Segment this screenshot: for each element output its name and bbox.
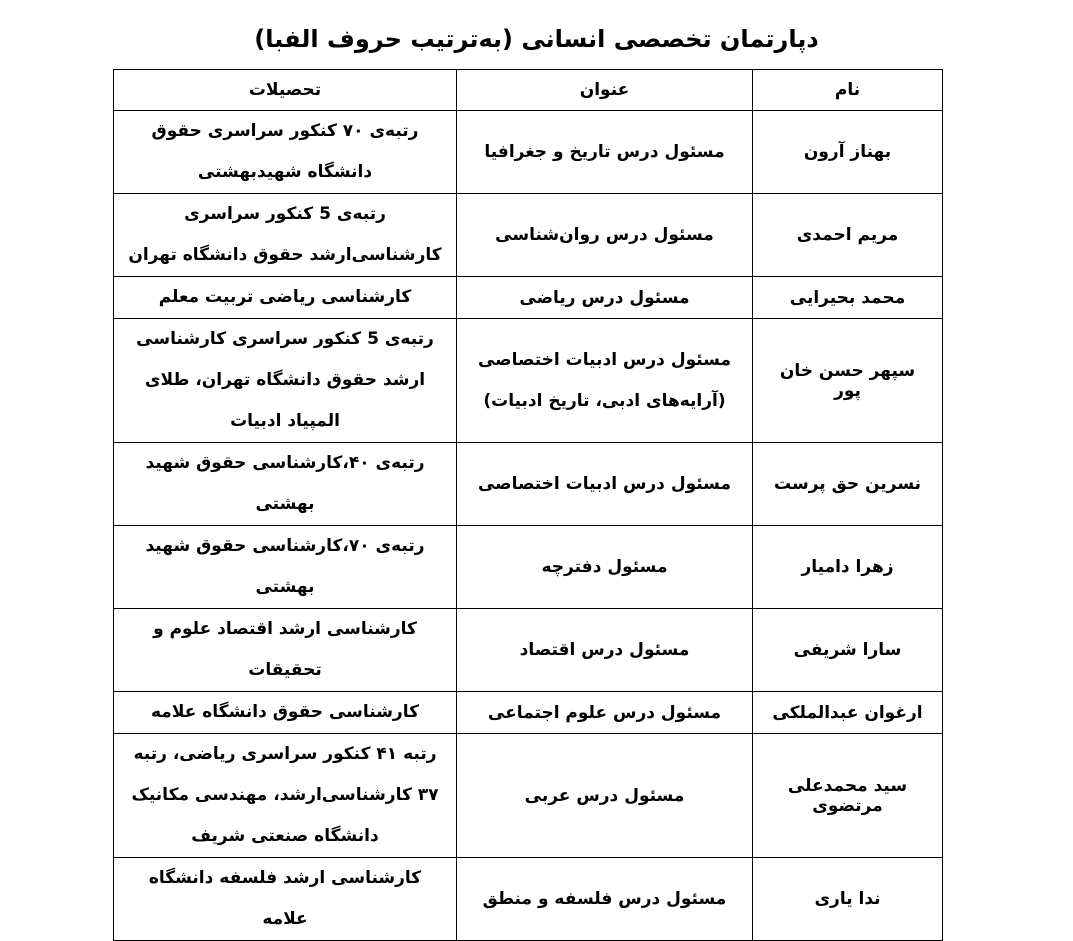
name-cell: زهرا دامیار <box>753 526 943 609</box>
name-cell: ندا یاری <box>753 858 943 941</box>
education-cell: رتبه‌ی ۷۰،کارشناسی حقوق شهید بهشتی <box>114 526 457 609</box>
table-row <box>114 111 943 194</box>
header-row <box>114 70 943 111</box>
header-name: نام <box>753 70 943 111</box>
table-row <box>114 443 943 526</box>
table-row <box>114 526 943 609</box>
name-cell: مریم احمدی <box>753 194 943 277</box>
table-row <box>114 858 943 941</box>
table-row <box>114 194 943 277</box>
education-cell: رتبه‌ی 5 کنکور سراسری کارشناسی‌ارشد حقوق دانشگاه تهران <box>114 194 457 277</box>
name-cell: نسرین حق پرست <box>753 443 943 526</box>
table-row <box>114 692 943 734</box>
name-cell: بهناز آرون <box>753 111 943 194</box>
education-cell: رتبه‌ی 5 کنکور سراسری کارشناسی ارشد حقوق دانشگاه تهران، طلای المپیاد ادبیات <box>114 319 457 443</box>
education-cell: رتبه‌ی ۷۰ کنکور سراسری حقوق دانشگاه شهیدبهشتی <box>114 111 457 194</box>
title-cell: مسئول درس روان‌شناسی <box>457 194 753 277</box>
header-education: تحصیلات <box>114 70 457 111</box>
title-cell: مسئول دفترچه <box>457 526 753 609</box>
education-cell: کارشناسی ارشد فلسفه دانشگاه علامه <box>114 858 457 941</box>
table-row <box>114 319 943 443</box>
page-title: دپارتمان تخصصی انسانی (به‌ترتیب حروف الفبا) <box>254 25 819 53</box>
title-cell: مسئول درس تاریخ و جغرافیا <box>457 111 753 194</box>
education-cell: رتبه ۴۱ کنکور سراسری ریاضی، رتبه ۳۷ کارشناسی‌ارشد، مهندسی مکانیک دانشگاه صنعتی شریف <box>114 734 457 858</box>
education-cell: کارشناسی ریاضی تربیت معلم <box>114 277 457 319</box>
name-cell: محمد بحیرایی <box>753 277 943 319</box>
title-cell: مسئول درس فلسفه و منطق <box>457 858 753 941</box>
staff-table <box>113 69 943 941</box>
name-cell: سید محمدعلی مرتضوی <box>753 734 943 858</box>
title-cell: مسئول درس ادبیات اختصاصی (آرایه‌های ادبی، تاریخ ادبیات) <box>457 319 753 443</box>
title-cell: مسئول درس عربی <box>457 734 753 858</box>
table-row <box>114 277 943 319</box>
title-cell: مسئول درس ادبیات اختصاصی <box>457 443 753 526</box>
title-cell: مسئول درس علوم اجتماعی <box>457 692 753 734</box>
education-cell: رتبه‌ی ۴۰،کارشناسی حقوق شهید بهشتی <box>114 443 457 526</box>
name-cell: سپهر حسن خان پور <box>753 319 943 443</box>
header-title: عنوان <box>457 70 753 111</box>
title-cell: مسئول درس اقتصاد <box>457 609 753 692</box>
education-cell: کارشناسی حقوق دانشگاه علامه <box>114 692 457 734</box>
table-row <box>114 734 943 858</box>
education-cell: کارشناسی ارشد اقتصاد علوم و تحقیقات <box>114 609 457 692</box>
name-cell: سارا شریفی <box>753 609 943 692</box>
name-cell: ارغوان عبدالملکی <box>753 692 943 734</box>
title-cell: مسئول درس ریاضی <box>457 277 753 319</box>
table-row <box>114 609 943 692</box>
